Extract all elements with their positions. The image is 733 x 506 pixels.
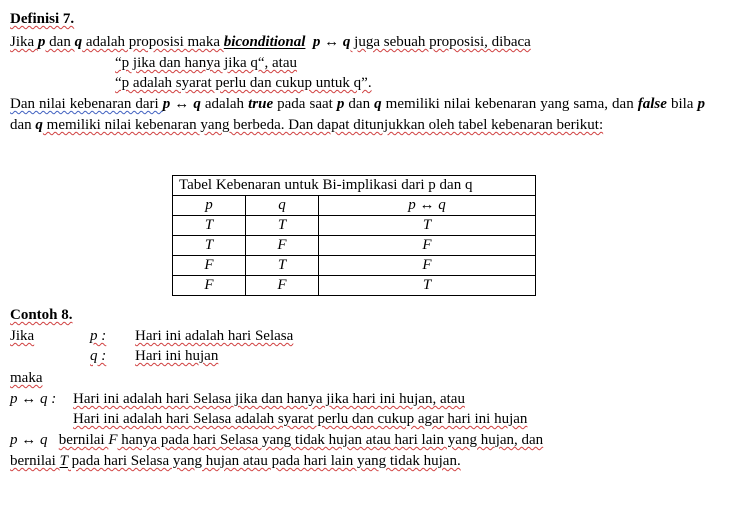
term-biconditional: biconditional [223,34,306,50]
definition-title: Definisi 7. [10,11,75,27]
value-F: F [108,432,118,448]
expr-biconditional: p ↔ q [10,432,48,448]
text-fragment: bernilai [10,453,60,469]
table-cell: T [173,216,246,236]
var-q: q [374,96,382,112]
table-cell: T [246,216,319,236]
value-T: T [59,453,68,469]
example-q-label: q : [90,348,107,364]
table-cell: F [319,256,536,276]
header-q: q [246,196,319,216]
text-fragment: dan [344,96,375,112]
definition-paragraph [10,94,705,136]
word-true: true [248,96,274,112]
table-cell: T [246,256,319,276]
header-biconditional: p ↔ q [319,196,536,216]
text-fragment: memiliki nilai kebenaran yang sama, dan [381,96,638,112]
var-p: p [697,96,705,112]
text-fragment: Jika [10,34,38,50]
table-cell: T [319,216,536,236]
example-statement-1: Hari ini adalah hari Selasa jika dan hanya jika hari ini hujan, atau [73,391,465,407]
text-fragment: adalah proposisi maka [82,34,224,50]
table-caption: Tabel Kebenaran untuk Bi-implikasi dari p dan q [173,176,536,196]
example-statement-3 [10,431,543,449]
reading-1: “p jika dan hanya jika q“, atau [115,55,298,71]
table-cell: T [173,236,246,256]
expr-biconditional: p ↔ q [162,96,201,112]
text-fragment: pada hari Selasa yang hujan atau pada hari lain yang tidak hujan. [67,453,461,469]
text-fragment: dan [10,117,36,133]
text-fragment: hanya pada hari Selasa yang tidak hujan atau hari lain yang hujan, dan [117,432,544,448]
text-fragment: bila [666,96,698,112]
table-cell: F [319,236,536,256]
text-fragment: memiliki nilai kebenaran yang berbeda. Dan dapat ditunjukkan oleh tabel kebenaran berikut: [42,117,604,133]
reading-2: “p adalah syarat perlu dan cukup untuk q”. [115,75,372,91]
table-cell: F [173,256,246,276]
expr-biconditional: p ↔ q [312,34,351,50]
example-statement-2: Hari ini adalah hari Selasa adalah syarat perlu dan cukup agar hari ini hujan [73,411,528,427]
table-row [173,256,536,276]
example-title: Contoh 8. [10,307,73,323]
word-false: false [637,96,667,112]
var-p: p [37,34,46,50]
table-cell: F [246,236,319,256]
example-p-label: p : [90,328,107,344]
text-fragment: juga sebuah proposisi, dibaca [350,34,531,50]
var-q: q [35,117,43,133]
definition-line-1 [10,33,531,51]
table-cell: F [173,276,246,296]
truth-table [172,175,536,296]
header-p: p [173,196,246,216]
example-maka: maka [10,370,43,386]
example-p-text: Hari ini adalah hari Selasa [135,328,294,344]
text-fragment: dan [45,34,75,50]
text-fragment: adalah [200,96,249,112]
example-jika: Jika [10,328,35,344]
var-q: q [74,34,83,50]
table-row [173,236,536,256]
text-fragment: pada saat [273,96,337,112]
table-cell: F [246,276,319,296]
example-q-text: Hari ini hujan [135,348,219,364]
example-expr: p ↔ q : [10,391,57,407]
table-row [173,276,536,296]
var-p: p [336,96,345,112]
text-fragment: bernilai [58,432,109,448]
text-fragment: Dan nilai kebenaran dari [10,96,163,112]
table-row [173,216,536,236]
table-cell: T [319,276,536,296]
example-statement-4 [10,452,461,470]
